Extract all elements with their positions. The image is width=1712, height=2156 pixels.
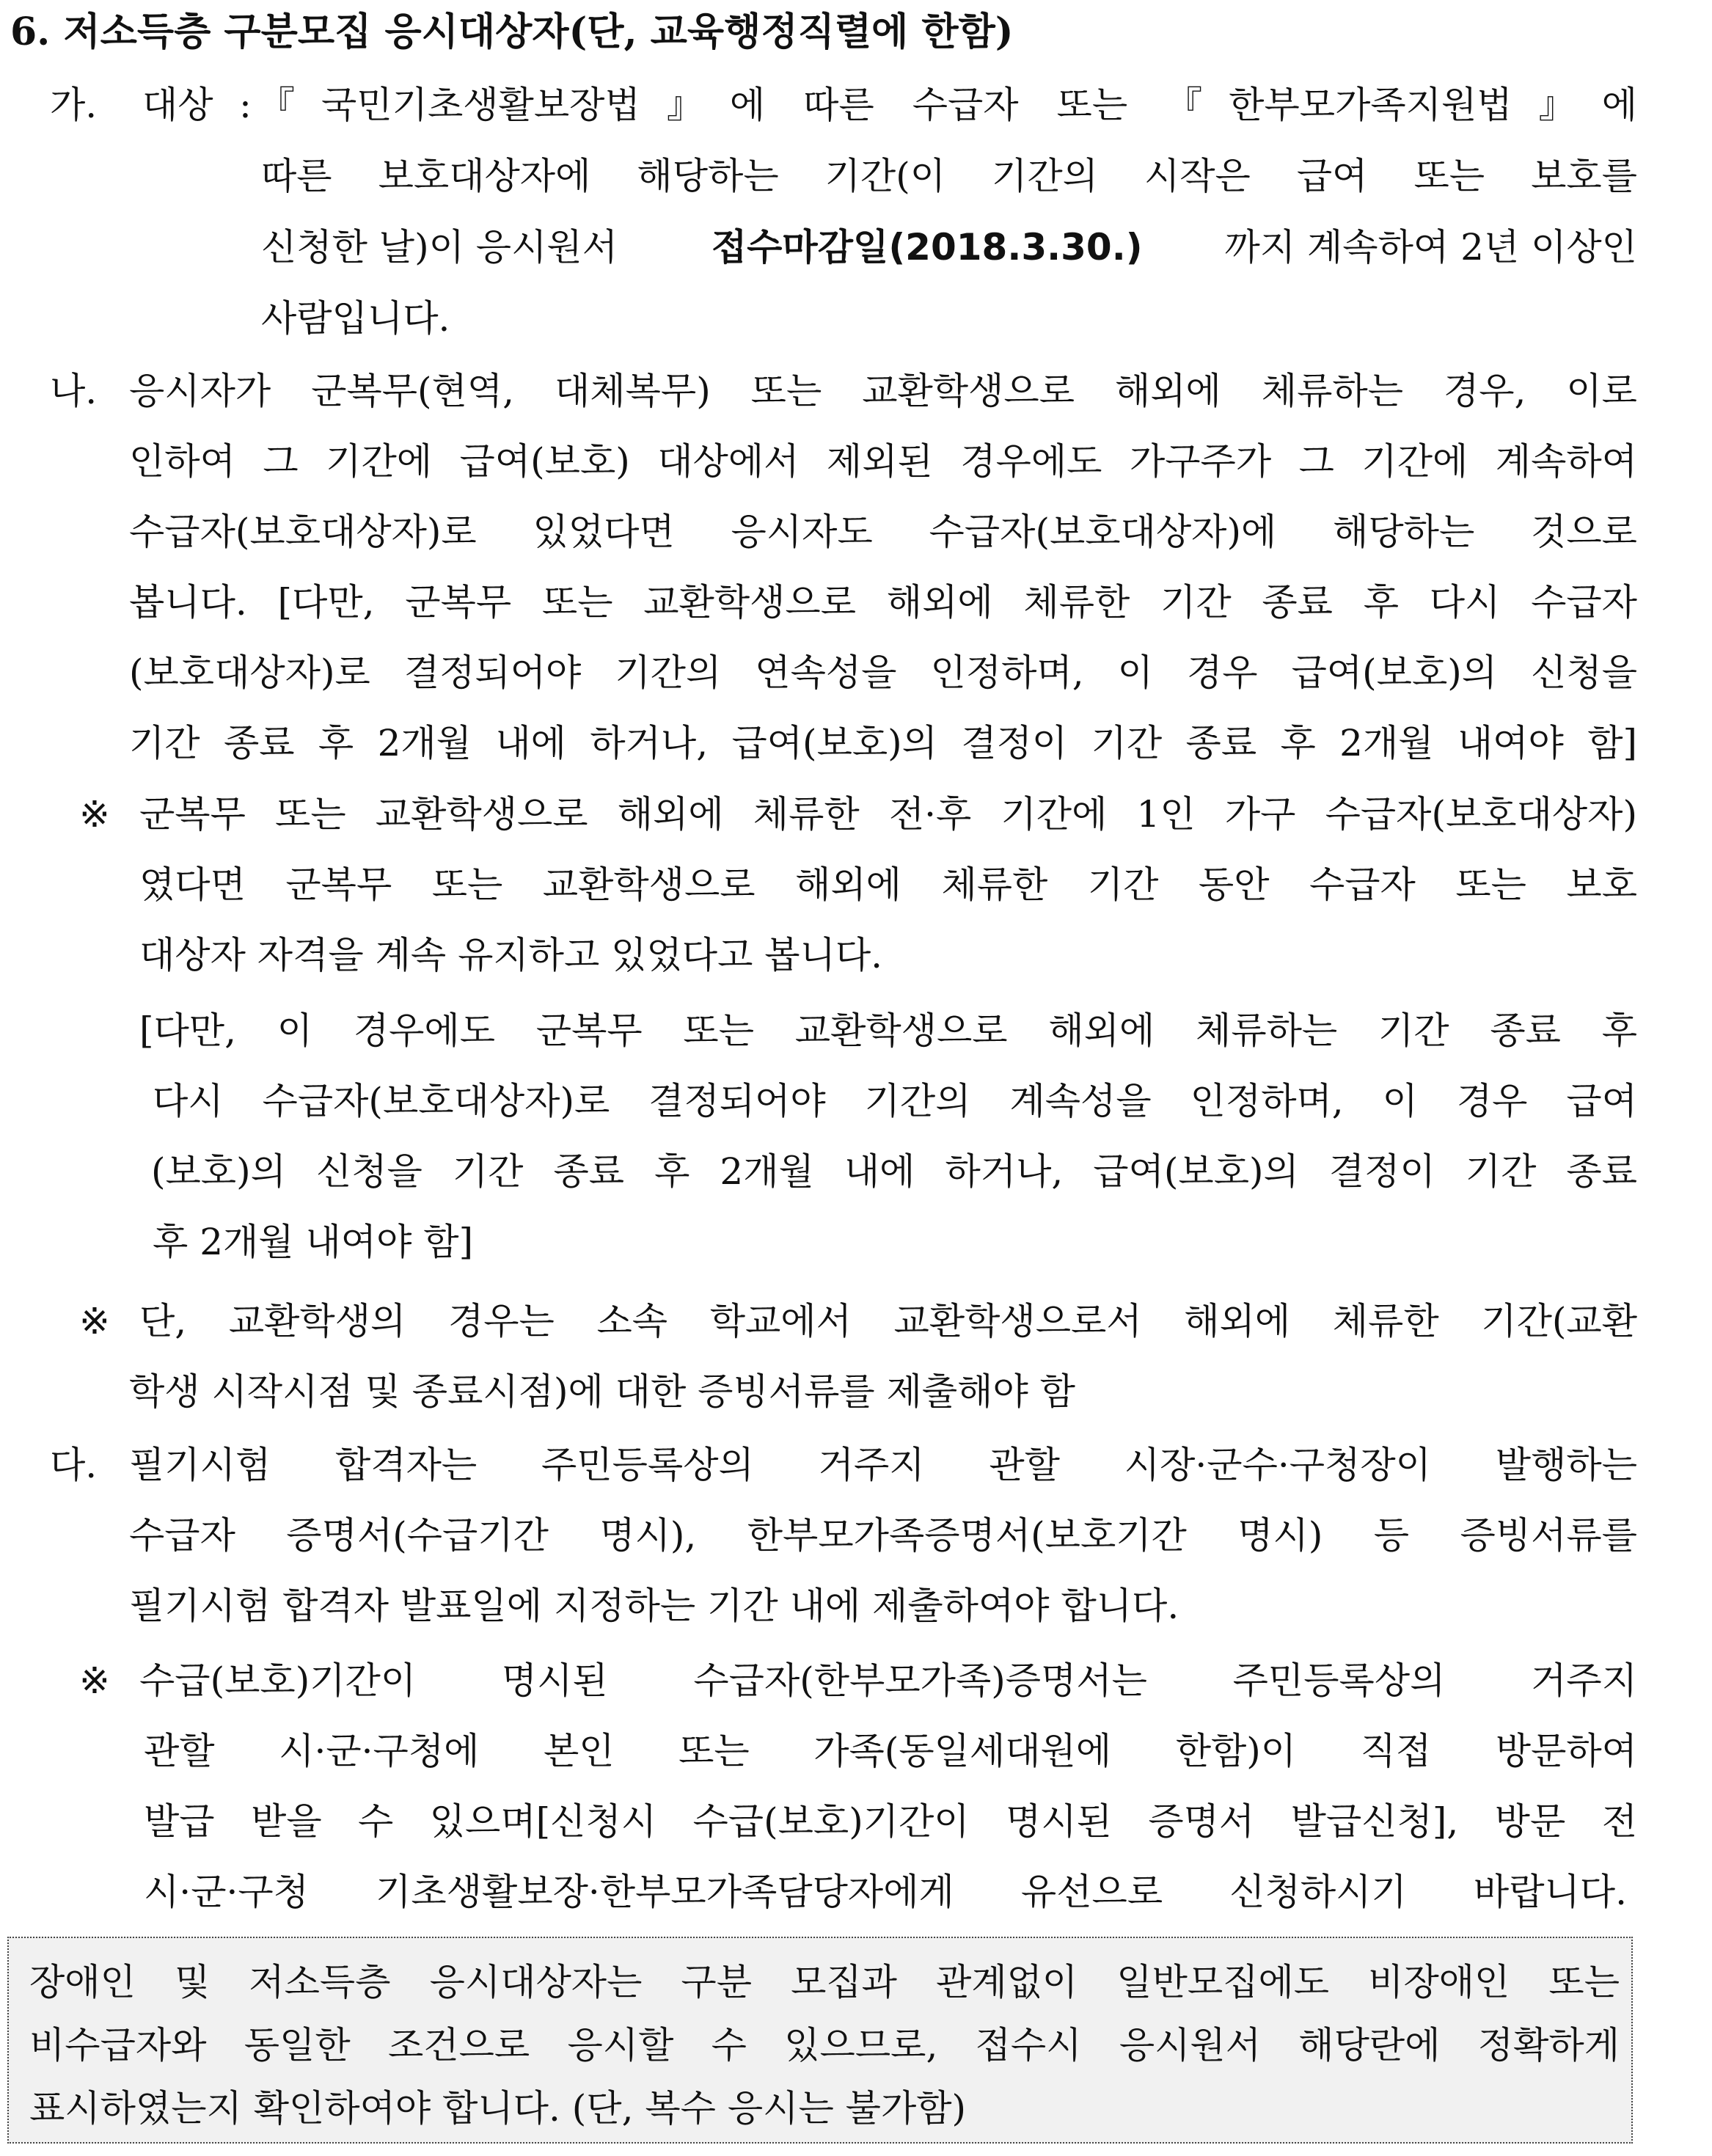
note-1-line-2: 였다면 군복무 또는 교환학생으로 해외에 체류한 기간 동안 수급자 또는 보호 bbox=[139, 863, 1637, 906]
item-ga-line-2: 따른 보호대상자에 해당하는 기간(이 기간의 시작은 급여 또는 보호를 bbox=[261, 155, 1637, 197]
item-na-line-4: 봅니다. [다만, 군복무 또는 교환학생으로 해외에 체류한 기간 종료 후 다시 수급자 bbox=[129, 581, 1637, 624]
notice-box-line-3: 표시하였는지 확인하여야 합니다. (단, 복수 응시는 불가함) bbox=[29, 2087, 967, 2130]
note-3-marker: ※ bbox=[79, 1659, 110, 1702]
notice-box-line-2: 비수급자와 동일한 조건으로 응시할 수 있으므로, 접수시 응시원서 해당란에 정확하게 bbox=[29, 2024, 1620, 2067]
notice-box-line-1: 장애인 및 저소득층 응시대상자는 구분 모집과 관계없이 일반모집에도 비장애인 또는 bbox=[29, 1961, 1620, 2003]
note-3-line-4: 시·군·구청 기초생활보장·한부모가족담당자에게 유선으로 신청하시기 바랍니다. bbox=[144, 1871, 1627, 1913]
item-ga-line-3 bbox=[261, 226, 1637, 268]
note-1-line-1: 군복무 또는 교환학생으로 해외에 체류한 전·후 기간에 1인 가구 수급자(보호대상자) bbox=[139, 793, 1637, 836]
item-da-line-2: 수급자 증명서(수급기간 명시), 한부모가족증명서(보호기간 명시) 등 증빙서류를 bbox=[129, 1514, 1637, 1557]
note-1-bracket-line-3: (보호)의 신청을 기간 종료 후 2개월 내에 하거나, 급여(보호)의 결정이 기간 종료 bbox=[151, 1150, 1637, 1193]
item-ga-line-1: 『국민기초생활보장법』에 따른 수급자 또는 『한부모가족지원법』에 bbox=[258, 84, 1637, 126]
item-ga-line-3-post: 까지 계속하여 2년 이상인 bbox=[1224, 226, 1637, 268]
item-ga-marker: 가. bbox=[50, 84, 98, 126]
note-2-line-2: 학생 시작시점 및 종료시점)에 대한 증빙서류를 제출해야 함 bbox=[129, 1370, 1075, 1413]
deadline-date: 접수마감일(2018.3.30.) bbox=[711, 226, 1143, 268]
item-da-marker: 다. bbox=[50, 1444, 98, 1486]
item-ga-colon: : bbox=[239, 84, 252, 126]
item-ga-line-4: 사람입니다. bbox=[261, 297, 450, 340]
item-ga-line-3-pre: 신청한 날)이 응시원서 bbox=[261, 226, 629, 268]
note-3-line-1: 수급(보호)기간이 명시된 수급자(한부모가족)증명서는 주민등록상의 거주지 bbox=[139, 1659, 1637, 1702]
note-1-bracket-line-2: 다시 수급자(보호대상자)로 결정되어야 기간의 계속성을 인정하며, 이 경우 급여 bbox=[153, 1080, 1637, 1122]
item-da-line-1: 필기시험 합격자는 주민등록상의 거주지 관할 시장·군수·구청장이 발행하는 bbox=[129, 1444, 1637, 1486]
note-1-marker: ※ bbox=[79, 793, 110, 836]
item-na-line-5: (보호대상자)로 결정되어야 기간의 연속성을 인정하며, 이 경우 급여(보호)의 신청을 bbox=[129, 651, 1637, 694]
item-na-line-1: 응시자가 군복무(현역, 대체복무) 또는 교환학생으로 해외에 체류하는 경우, 이로 bbox=[129, 370, 1637, 412]
item-na-line-2: 인하여 그 기간에 급여(보호) 대상에서 제외된 경우에도 가구주가 그 기간에 계속하여 bbox=[129, 440, 1637, 483]
item-ga-label: 대상 bbox=[142, 84, 213, 126]
note-1-bracket-line-4: 후 2개월 내여야 함] bbox=[153, 1221, 474, 1263]
note-3-line-2: 관할 시·군·구청에 본인 또는 가족(동일세대원에 한함)이 직접 방문하여 bbox=[144, 1730, 1637, 1772]
note-3-line-3: 발급 받을 수 있으며[신청시 수급(보호)기간이 명시된 증명서 발급신청], 방문 전 bbox=[144, 1800, 1637, 1843]
note-1-bracket-line-1: [다만, 이 경우에도 군복무 또는 교환학생으로 해외에 체류하는 기간 종료 후 bbox=[139, 1009, 1637, 1052]
note-2-marker: ※ bbox=[79, 1300, 110, 1342]
note-1-line-3: 대상자 자격을 계속 유지하고 있었다고 봅니다. bbox=[139, 934, 883, 976]
section-title: 6. 저소득층 구분모집 응시대상자(단, 교육행정직렬에 한함) bbox=[10, 10, 1014, 54]
item-na-line-3: 수급자(보호대상자)로 있었다면 응시자도 수급자(보호대상자)에 해당하는 것으로 bbox=[129, 511, 1637, 553]
note-2-line-1: 단, 교환학생의 경우는 소속 학교에서 교환학생으로서 해외에 체류한 기간(교환 bbox=[139, 1300, 1637, 1342]
item-na-line-6: 기간 종료 후 2개월 내에 하거나, 급여(보호)의 결정이 기간 종료 후 2개월 내여야 함] bbox=[129, 722, 1637, 764]
item-na-marker: 나. bbox=[50, 370, 98, 412]
item-da-line-3: 필기시험 합격자 발표일에 지정하는 기간 내에 제출하여야 합니다. bbox=[129, 1585, 1179, 1627]
